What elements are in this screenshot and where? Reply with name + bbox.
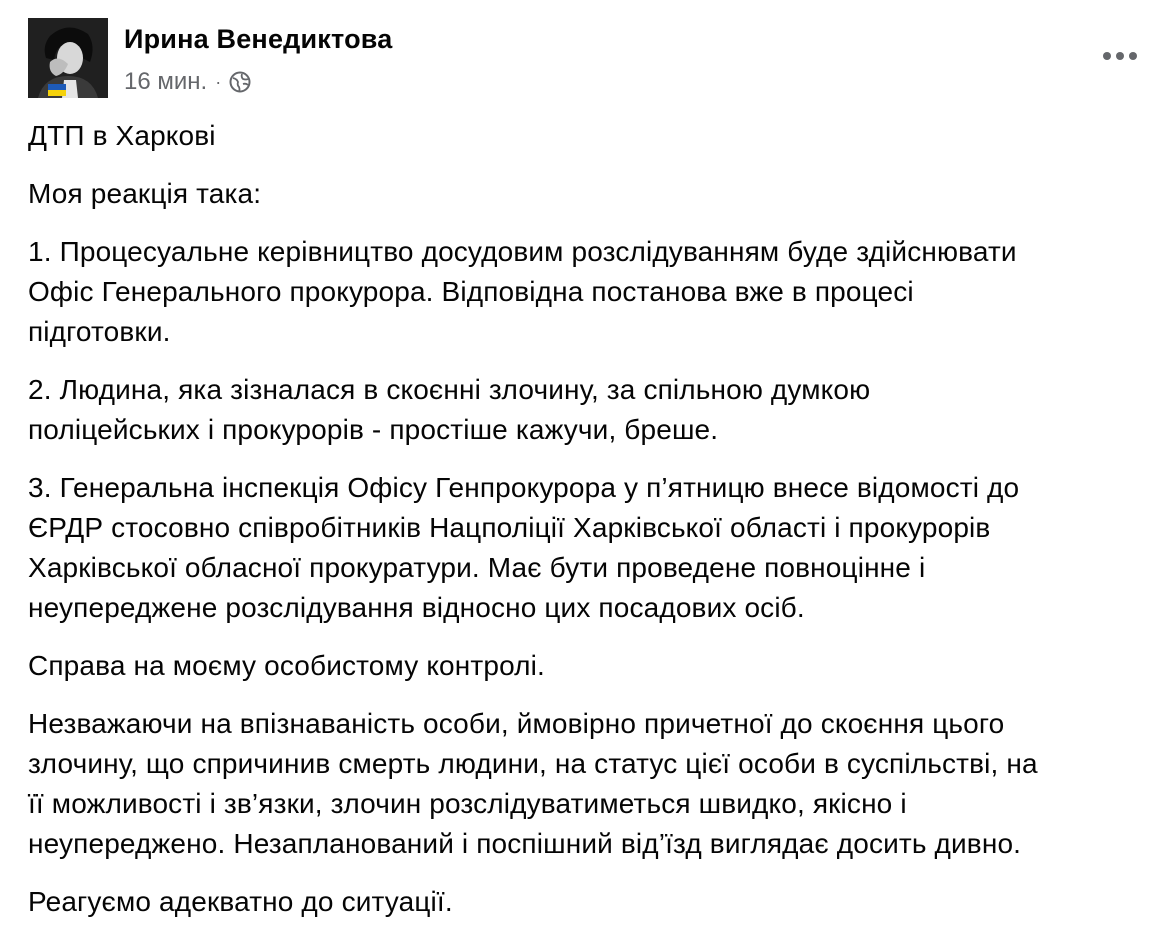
post-paragraph-point-2: 2. Людина, яка зізналася в скоєнні злочину, за спільною думкою поліцейських і прокурорів - простіше кажучи, бреше.	[28, 374, 871, 445]
globe-icon[interactable]	[229, 71, 251, 93]
author-name[interactable]: Ирина Венедиктова	[124, 24, 393, 54]
avatar[interactable]	[28, 18, 108, 98]
post-paragraph-point-3: 3. Генеральна інспекція Офісу Генпрокурора у п’ятницю внесе відомості до ЄРДР стосовно співробітників Нацполіції Харківської області і прокурорів Харківської обласної прокуратури. Має бути проведене повноцінне і неупереджене розслідування відносно цих посадових осіб.	[28, 472, 1020, 623]
post-paragraph-control: Справа на моєму особистому контролі.	[28, 650, 545, 681]
post-paragraph-title: ДТП в Харкові	[28, 120, 216, 151]
post-meta	[124, 68, 251, 96]
post-header	[28, 18, 1142, 102]
post-paragraph-statement: Незважаючи на впізнаваність особи, ймовірно причетної до скоєння цього злочину, що спричинив смерть людини, на статус цієї особи в суспільстві, на її можливості і зв’язки, злочин розслідуватиметься швидко, якісно і неупереджено. Незапланований і поспішний від’їзд виглядає досить дивно.	[28, 708, 1038, 859]
more-options-button[interactable]	[1098, 42, 1142, 70]
post-paragraph-intro: Моя реакція така:	[28, 178, 262, 209]
avatar-photo	[28, 18, 108, 98]
meta-separator: ·	[215, 71, 222, 92]
post-body	[28, 116, 1138, 940]
post-paragraph-closing: Реагуємо адекватно до ситуації.	[28, 886, 453, 917]
post-timestamp[interactable]: 16 мин.	[124, 68, 208, 95]
post-paragraph-point-1: 1. Процесуальне керівництво досудовим розслідуванням буде здійснювати Офіс Генерального прокурора. Відповідна постанова вже в процесі підготовки.	[28, 236, 1017, 347]
more-dots-icon	[1102, 51, 1138, 61]
